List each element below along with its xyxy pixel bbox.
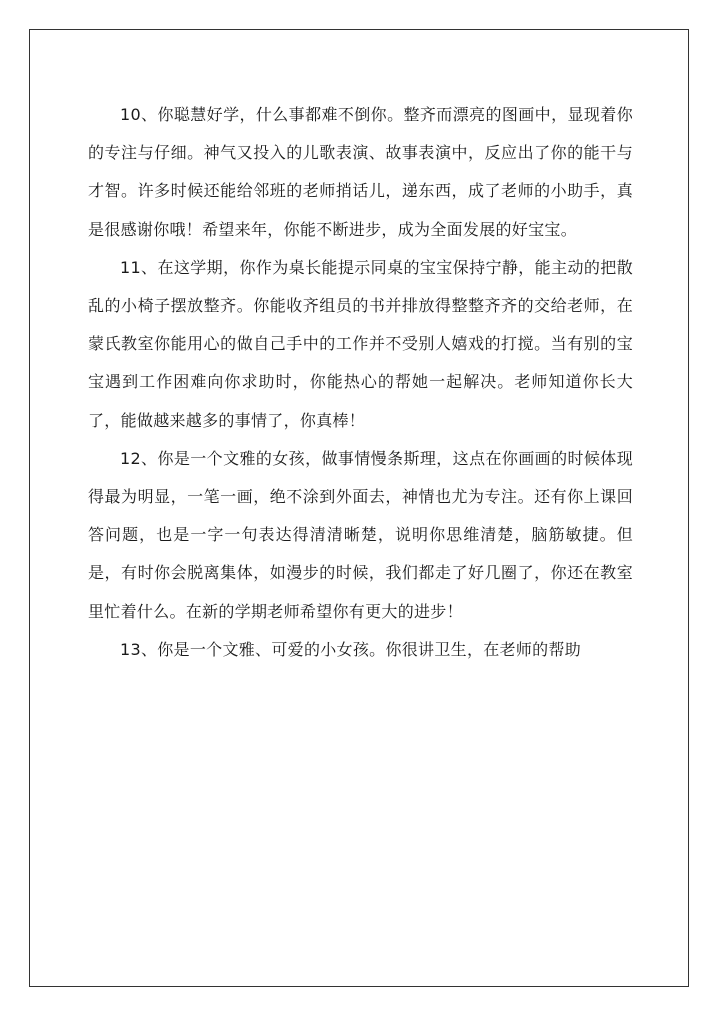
paragraph-11: 11、在这学期，你作为桌长能提示同桌的宝宝保持宁静，能主动的把散乱的小椅子摆放整齐。你能收齐组员的书并排放得整整齐齐的交给老师，在蒙氏教室你能用心的做自己手中的工作并不受别人嬉戏的打搅。当有别的宝宝遇到工作困难向你求助时，你能热心的帮她一起解决。老师知道你长大了，能做越来越多的事情了，你真棒！ (88, 257, 633, 430)
paragraph-10: 10、你聪慧好学，什么事都难不倒你。整齐而漂亮的图画中，显现着你的专注与仔细。神气又投入的儿歌表演、故事表演中，反应出了你的能干与才智。许多时候还能给邻班的老师捎话儿，递东西，成了老师的小助手，真是很感谢你哦！希望来年，你能不断进步，成为全面发展的好宝宝。 (88, 105, 633, 239)
paragraph-12: 12、你是一个文雅的女孩，做事情慢条斯理，这点在你画画的时候体现得最为明显，一笔一画，绝不涂到外面去，神情也尤为专注。还有你上课回答问题，也是一字一句表达得清清晰楚，说明你思维清楚，脑筋敏捷。但是，有时你会脱离集体，如漫步的时候，我们都走了好几圈了，你还在教室里忙着什么。在新的学期老师希望你有更大的进步！ (88, 448, 633, 621)
document-body (88, 96, 633, 669)
paragraph-13: 13、你是一个文雅、可爱的小女孩。你很讲卫生，在老师的帮助 (120, 639, 582, 659)
